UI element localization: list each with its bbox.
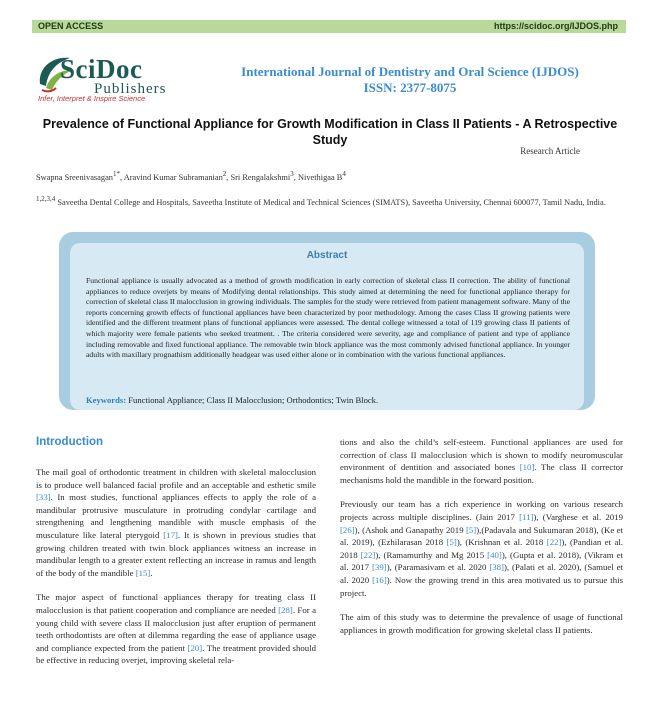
citation-link[interactable]: [39] — [372, 562, 387, 573]
paragraph-text: ), (Ashok and Ganapathy 2019 — [354, 524, 466, 535]
paragraph-text: . For a young child with severe class II malocclusion just after eruption of permanent teeth orthodontists are often at dilemma regarding the ease of appliance usage and compliance expected from the patient — [36, 604, 316, 653]
paragraph — [340, 611, 623, 636]
paragraph-text: ). Now the growing trend in this area motivated us to pursue this project. — [340, 574, 623, 598]
abstract-panel — [70, 243, 584, 410]
affiliation-sup: 1,2,3,4 — [36, 195, 56, 203]
author-name: Aravind Kumar Subramanian — [123, 172, 223, 182]
journal-url-link[interactable]: https://scidoc.org/IJDOS.php — [493, 21, 618, 31]
citation-link[interactable]: [5] — [465, 524, 477, 535]
author-sup: 4 — [342, 170, 346, 178]
citation-link[interactable]: [20] — [187, 642, 203, 653]
affiliation — [36, 193, 626, 209]
paragraph-text: ), (Varghese et al. 2019 — [533, 511, 623, 522]
author-sup: 1* — [112, 170, 120, 178]
citation-link[interactable]: [22] — [546, 537, 562, 548]
paragraph-text: The aim of this study was to determine the prevalence of usage of functional appliances in growth modification for growing skeletal class II patients. — [340, 612, 623, 635]
paragraph-text: ), (Krishnan et al. 2018 — [456, 537, 547, 548]
keywords-list: Functional Appliance; Class II Malocclusion; Orthodontics; Twin Block. — [128, 395, 379, 405]
citation-link[interactable]: [38] — [489, 562, 504, 573]
open-access-label: OPEN ACCESS — [38, 21, 104, 31]
journal-issn: ISSN: 2377-8075 — [363, 80, 457, 95]
abstract-heading: Abstract — [306, 250, 348, 261]
logo-tagline: Infer, Interpret & Inspire Science — [38, 94, 146, 103]
logo-publishers: Publishers — [94, 81, 167, 97]
citation-link[interactable]: [11] — [519, 511, 534, 522]
citation-link[interactable]: [5] — [446, 537, 457, 548]
paragraph-text: tions and also the child’s self-esteem. Functional appliances are used for correction of class II malocclusion which is shown to modify neuromuscular environment of dentition and associated bones — [340, 437, 623, 473]
logo-wordmark: SciDoc — [60, 54, 143, 84]
paragraph-text: . It is shown in previous studies that growing children treated with twin block appliances witness an increase in mandibular length to a greater extent reflecting an increase in ramus and length of the body of the mandible — [36, 529, 316, 578]
keywords-label: Keywords: — [86, 395, 127, 405]
paragraph — [36, 466, 316, 579]
paragraph-text: ), (Palati et al. 2020), (Samuel et al. 2020 — [340, 562, 623, 585]
keywords — [86, 395, 570, 405]
citation-link[interactable]: [17] — [163, 529, 178, 540]
top-bar — [32, 20, 626, 33]
citation-link[interactable]: [40] — [487, 549, 502, 560]
citation-link[interactable]: [33] — [36, 492, 51, 503]
paragraph-text: ), (Ramamurthy and Mg 2015 — [375, 549, 488, 560]
article-type: Research Article — [520, 146, 580, 156]
journal-name: International Journal of Dentistry and Oral Science (IJDOS) — [241, 64, 579, 79]
paragraph — [340, 498, 623, 599]
paragraph-text: . The class II corrector mechanisms hold the mandible in the forward position. — [340, 462, 623, 485]
right-column — [340, 436, 623, 648]
author-list: Swapna Sreenivasagan$^{1*}$, Aravind Kumar Subramanian$^2$, Sri Rengalakshmi$^3$, Nivethigaa $B^4$ — [36, 170, 346, 182]
affiliation-text: Saveetha Dental College and Hospitals, Saveetha Institute of Medical and Technical Sciences (SIMATS), Saveetha University, Chennai 600077, Tamil Nadu, India. — [57, 197, 606, 207]
paragraph-text: ), (Gupta et al. 2018), (Vikram et al. 2017 — [340, 549, 624, 573]
paragraph-text: ), (Paramasivam et al. 2020 — [386, 562, 490, 573]
article-title: Prevalence of Functional Appliance for Growth Modification in Class II Patients - A Retrospective Study — [42, 117, 618, 147]
citation-link[interactable]: [26] — [340, 524, 355, 535]
citation-link[interactable]: [22] — [360, 549, 376, 560]
author-sup: 3 — [290, 170, 294, 178]
paragraph-text: The mail goal of orthodontic treatment in children with skeletal malocclusion is to produce well balanced facial profile and an acceptable and esthetic smile — [36, 467, 316, 490]
abstract-text: Functional appliance is usually advocated as a method of growth modification in early correction of skeletal class II correction. The ability of functional appliances to reduce overjets by means of Modifying dental relationships. This study aimed at determining the need for functional appliance therapy for correction of skeletal class II malocclusion in growing individuals. The samples for the study were retrieved from patient management software. Many of the reports concerning growth effects of functional appliances have been characterized by poor methodology. Among the cases Class II growing patients were identified and the different treatment plans of functional appliances were assessed. The dental college witnessed a total of 119 growing class II patients of which majority were female patients who seeked treatment. . The criteria considered were severity, age and compliance of patient and type of appliance including removable and fixed functional appliance. The removable twin block appliance was the most commonly advised functional appliance. In younger adults with maxillary prognathism additionally headgear was used either alone or in combination with the various functional appliances. — [86, 276, 570, 360]
paragraph-text: . In most studies, functional appliances effects to apply the role of a mandibular protrusive musculature in protruding condylar cartilage and strengthening and lengthening mandible with muscle emphasis of the musculature like lateral pterygoid — [36, 492, 316, 540]
abstract-box — [59, 232, 595, 410]
paragraph — [340, 436, 623, 486]
paragraph — [36, 591, 316, 667]
paragraph-text: Previously our team has a rich experience in working on various research projects across multiple disciplines. (Jain 2017 — [340, 499, 623, 522]
author-name: Swapna Sreenivasagan — [36, 172, 113, 182]
paragraph-text: . The treatment provided should be effective in reducing overjet, improving skeletal rela- — [36, 642, 317, 666]
paragraph-text: ), (Pandian et al. 2018 — [340, 537, 624, 560]
journal-header — [210, 64, 610, 96]
citation-link[interactable]: [15] — [135, 567, 151, 578]
author-name: Sri Rengalakshmi — [230, 172, 291, 182]
paragraph-text: . — [150, 567, 153, 578]
author-sup: 2 — [222, 170, 227, 178]
citation-link[interactable]: [10] — [519, 462, 535, 473]
citation-link[interactable]: [16] — [372, 574, 387, 585]
left-column — [36, 466, 316, 679]
paragraph-text: The major aspect of functional appliances therapy for treating class II malocclusion is that patient cooperation and compliance are needed — [36, 592, 316, 615]
author-name: Nivethigaa B — [297, 172, 343, 182]
introduction-heading: Introduction — [36, 436, 104, 448]
paragraph-text: ),(Padavala and Sukumaran 2018), (Ke et al. 2019), (Ezhilarasan 2018 — [340, 524, 623, 548]
publisher-logo[interactable] — [36, 54, 186, 102]
citation-link[interactable]: [28] — [278, 604, 293, 615]
